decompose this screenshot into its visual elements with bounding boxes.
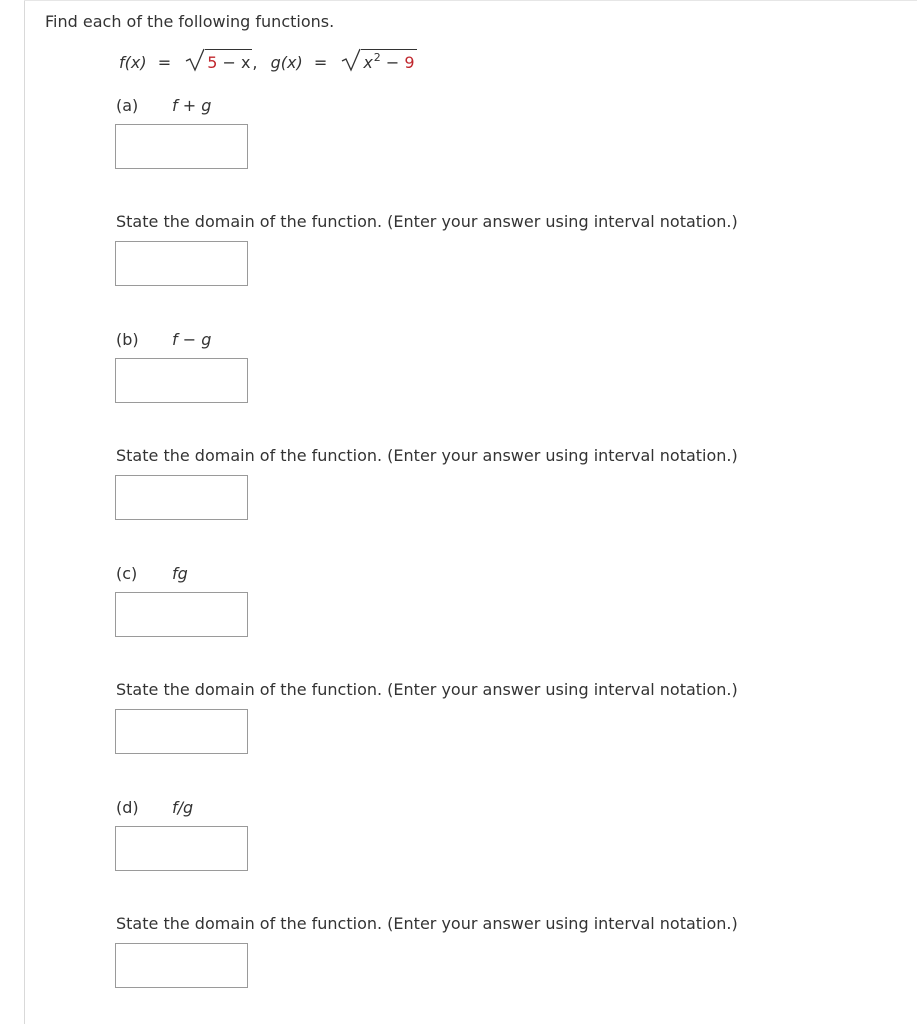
part-label: (a) <box>116 96 139 115</box>
g-sqrt <box>341 49 416 77</box>
g-lhs: g(x) <box>270 53 303 72</box>
function-definitions <box>119 49 417 77</box>
part-label: (b) <box>116 330 139 349</box>
f-sqrt <box>185 49 252 75</box>
g-radicand <box>361 49 416 77</box>
radical-icon <box>341 45 361 73</box>
domain-prompt-a: State the domain of the function. (Enter your answer using interval notation.) <box>116 212 738 231</box>
frame-top-border <box>24 0 917 1</box>
f-radicand-constant: 5 <box>207 53 218 72</box>
question-intro: Find each of the following functions. <box>45 12 335 31</box>
f-lhs: f(x) <box>119 53 147 72</box>
part-b-heading <box>116 329 212 351</box>
part-d-heading <box>116 797 194 819</box>
part-label: (c) <box>116 564 138 583</box>
part-function: fg <box>172 564 188 583</box>
domain-input-b[interactable] <box>115 475 248 520</box>
f-radicand-rest: − x <box>217 53 251 72</box>
answer-input-c[interactable] <box>115 592 248 637</box>
part-function: f − g <box>172 330 212 349</box>
answer-input-b[interactable] <box>115 358 248 403</box>
g-radicand-exponent: 2 <box>373 51 381 64</box>
part-function: f + g <box>172 96 212 115</box>
answer-input-d[interactable] <box>115 826 248 871</box>
domain-prompt-b: State the domain of the function. (Enter your answer using interval notation.) <box>116 446 738 465</box>
g-radicand-constant: 9 <box>404 53 415 72</box>
domain-input-c[interactable] <box>115 709 248 754</box>
separator: , <box>252 53 258 72</box>
domain-input-a[interactable] <box>115 241 248 286</box>
g-radicand-minus: − <box>380 53 405 72</box>
equals-sign: = <box>313 53 328 72</box>
part-a-heading <box>116 95 212 117</box>
part-function: f/g <box>172 798 194 817</box>
domain-prompt-c: State the domain of the function. (Enter your answer using interval notation.) <box>116 680 738 699</box>
g-radicand-base: x <box>363 53 373 72</box>
radical-icon <box>185 45 205 73</box>
frame-left-border <box>24 0 25 1024</box>
domain-prompt-d: State the domain of the function. (Enter your answer using interval notation.) <box>116 914 738 933</box>
domain-input-d[interactable] <box>115 943 248 988</box>
part-c-heading <box>116 563 188 585</box>
f-radicand <box>205 49 252 75</box>
part-label: (d) <box>116 798 139 817</box>
answer-input-a[interactable] <box>115 124 248 169</box>
equals-sign: = <box>157 53 172 72</box>
